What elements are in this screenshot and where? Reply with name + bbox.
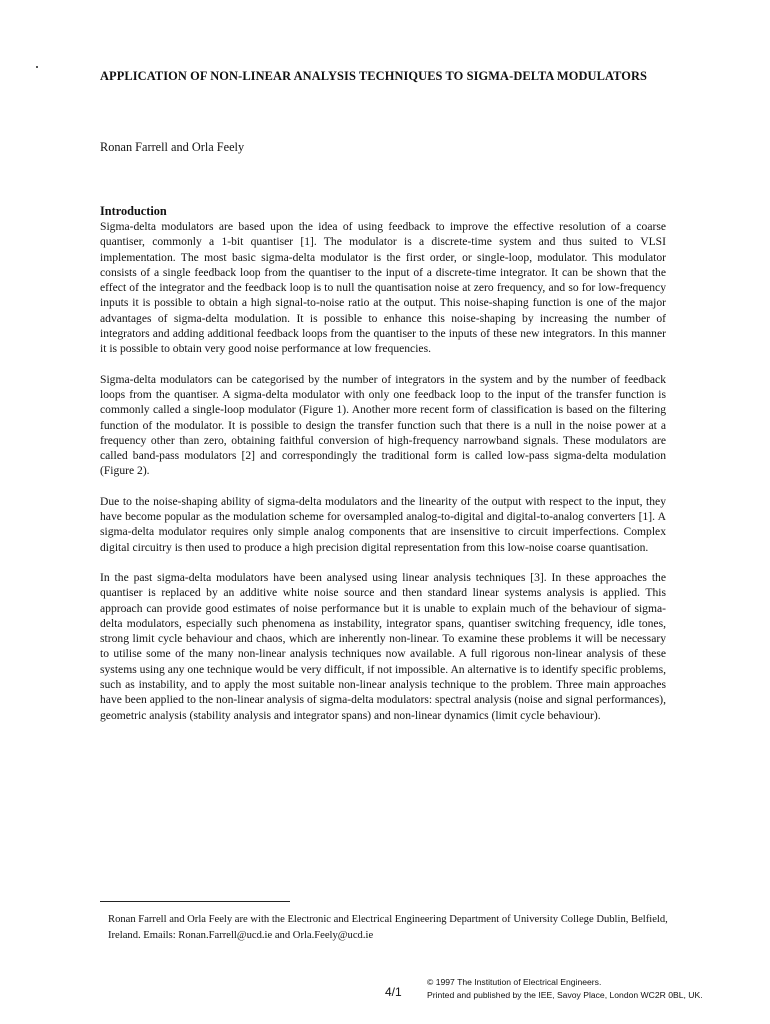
paragraph: Sigma-delta modulators can be categorised by the number of integrators in the system and by the number of feedback loops from the quantiser. A sigma-delta modulator with only one feedback loop to the input of the transfer function is commonly called a single-loop modulator (Figure 1). Another more recent form of classification is based on the filtering function of the modulator. It is possible to design the transfer function such that there is a null in the noise power at a frequency other than zero, obtaining faithful conversion of high-frequency narrowband signals. These modulators are called band-pass modulators [2] and correspondingly the traditional form is called low-pass sigma-delta modulation (Figure 2). <box>100 372 666 478</box>
page-number: 4/1 <box>385 985 402 999</box>
paper-title: APPLICATION OF NON-LINEAR ANALYSIS TECHNIQUES TO SIGMA-DELTA MODULATORS <box>100 69 648 83</box>
scan-speck <box>36 66 38 68</box>
printed-by-line: Printed and published by the IEE, Savoy Place, London WC2R 0BL, UK. <box>427 989 703 1000</box>
paper-authors: Ronan Farrell and Orla Feely <box>100 140 245 154</box>
publisher-notice <box>427 976 770 1001</box>
author-affiliation-footnote: Ronan Farrell and Orla Feely are with the Electronic and Electrical Engineering Department of University College Dublin, Belfield, Ireland. Emails: Ronan.Farrell@ucd.ie and Orla.Feely@ucd.ie <box>108 914 668 941</box>
paragraph: Sigma-delta modulators are based upon the idea of using feedback to improve the effective resolution of a coarse quantiser, commonly a 1-bit quantiser [1]. The modulator is a discrete-time system and thus suited to VLSI implementation. The most basic sigma-delta modulator is the first order, or single-loop, modulator. This modulator consists of a single feedback loop from the quantiser to the input of a discrete-time integrator. It can be shown that the effect of the integrator and the feedback loop is to null the quantisation noise at zero frequency, and so for low-frequency inputs it is possible to obtain a high signal-to-noise ratio at the output. This noise-shaping function is one of the major advantages of sigma-delta modulation. It is possible to enhance this noise-shaping by increasing the number of integrators and adding additional feedback loops from the quantiser to the inputs of these new integrators. In this manner it is possible to obtain very good noise performance at low frequencies. <box>100 220 666 356</box>
footnote-divider <box>100 901 290 902</box>
copyright-line: © 1997 The Institution of Electrical Engineers. <box>427 977 602 987</box>
introduction-section <box>100 204 666 738</box>
paragraph: In the past sigma-delta modulators have been analysed using linear analysis techniques [3]. In these approaches the quantiser is replaced by an additive white noise source and then standard linear systems analysis is applied. This approach can provide good estimates of noise performance but it is unable to explain much of the behaviour of sigma-delta modulators, especially such phenomena as instability, integrator spans, quantiser switching frequency, idle tones, strong limit cycle behaviour and chaos, which are inherently non-linear. To examine these problems it will be necessary to utilise some of the many non-linear analysis techniques now available. A full rigorous non-linear analysis of these systems using any one technique would be very difficult, if not impossible. An alternative is to identify specific problems, such as instability, and to apply the most suitable non-linear analysis technique to the problem. Three main approaches have been applied to the non-linear analysis of sigma-delta modulators: spectral analysis (noise and signal performances), geometric analysis (stability analysis and integrator spans) and non-linear dynamics (limit cycle behaviour). <box>100 570 666 722</box>
section-heading-introduction: Introduction <box>100 204 167 218</box>
paragraph: Due to the noise-shaping ability of sigma-delta modulators and the linearity of the output with respect to the input, they have become popular as the modulation scheme for oversampled analog-to-digital and digital-to-analog converters [1]. A sigma-delta modulator requires only simple analog components that are insensitive to circuit imperfections. Complex digital circuitry is then used to produce a high precision digital representation from this low-noise coarse quantisation. <box>100 494 666 554</box>
